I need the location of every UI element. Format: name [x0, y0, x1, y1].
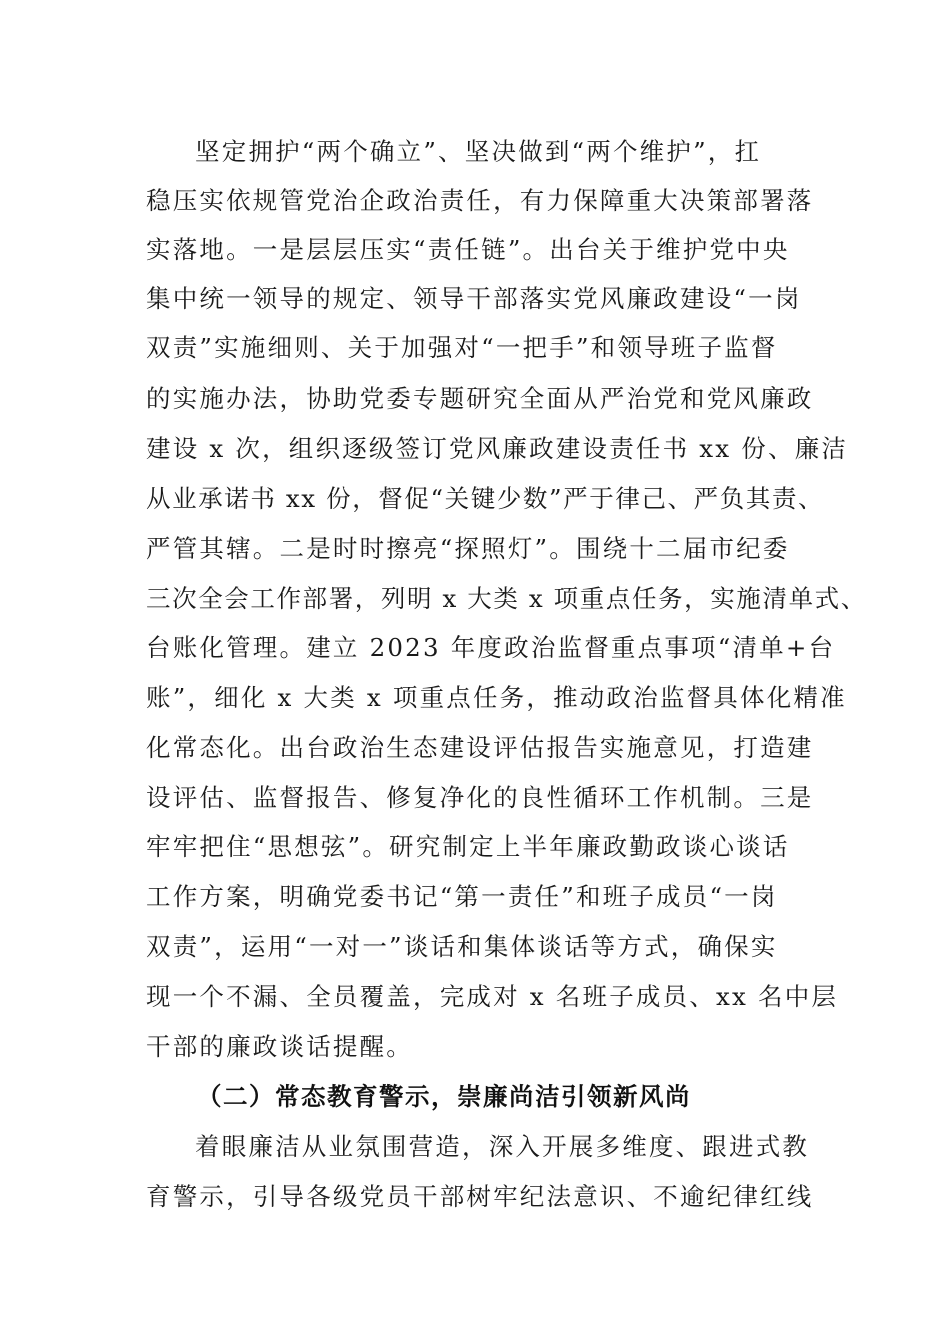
paragraph-1-line-6: 的实施办法，协助党委专题研究全面从严治党和党风廉政 — [146, 384, 814, 413]
paragraph-1-line-13: 化常态化。出台政治生态建设评估报告实施意见，打造建 — [146, 733, 814, 762]
paragraph-2-line-1: 着眼廉洁从业氛围营造，深入开展多维度、跟进式教 — [195, 1132, 810, 1161]
paragraph-2-line-2: 育警示，引导各级党员干部树牢纪法意识、不逾纪律红线 — [146, 1182, 814, 1211]
paragraph-1-line-8: 从业承诺书 xx 份，督促“关键少数”严于律己、严负其责、 — [146, 484, 825, 513]
paragraph-1-line-9: 严管其辖。二是时时擦亮“探照灯”。围绕十二届市纪委 — [146, 534, 790, 563]
paragraph-1-line-12: 账”，细化 x 大类 x 项重点任务，推动政治监督具体化精准 — [146, 683, 847, 712]
paragraph-1-line-14: 设评估、监督报告、修复净化的良性循环工作机制。三是 — [146, 783, 814, 812]
paragraph-1-line-5: 双责”实施细则、关于加强对“一把手”和领导班子监督 — [146, 333, 778, 362]
paragraph-1-line-3: 实落地。一是层层压实“责任链”。出台关于维护党中央 — [146, 235, 790, 264]
paragraph-1-line-2: 稳压实依规管党治企政治责任，有力保障重大决策部署落 — [146, 186, 814, 215]
paragraph-1-line-1: 坚定拥护“两个确立”、坚决做到“两个维护”，扛 — [195, 137, 762, 166]
paragraph-1-line-7: 建设 x 次，组织逐级签订党风廉政建设责任书 xx 份、廉洁 — [146, 434, 849, 463]
paragraph-1-line-19: 干部的廉政谈话提醒。 — [146, 1032, 413, 1061]
paragraph-1-line-15: 牢牢把住“思想弦”。研究制定上半年廉政勤政谈心谈话 — [146, 832, 790, 861]
paragraph-1-line-18: 现一个不漏、全员覆盖，完成对 x 名班子成员、xx 名中层 — [146, 982, 839, 1011]
paragraph-1-line-11: 台账化管理。建立 2023 年度政治监督重点事项“清单+台 — [146, 633, 836, 662]
paragraph-1-line-10: 三次全会工作部署，列明 x 大类 x 项重点任务，实施清单式、 — [146, 584, 867, 613]
section-heading: （二）常态教育警示，崇廉尚洁引领新风尚 — [197, 1082, 691, 1111]
paragraph-1-line-16: 工作方案，明确党委书记“第一责任”和班子成员“一岗 — [146, 882, 778, 911]
paragraph-1-line-17: 双责”，运用“一对一”谈话和集体谈话等方式，确保实 — [146, 932, 778, 961]
paragraph-1-line-4: 集中统一领导的规定、领导干部落实党风廉政建设“一岗 — [146, 284, 802, 313]
